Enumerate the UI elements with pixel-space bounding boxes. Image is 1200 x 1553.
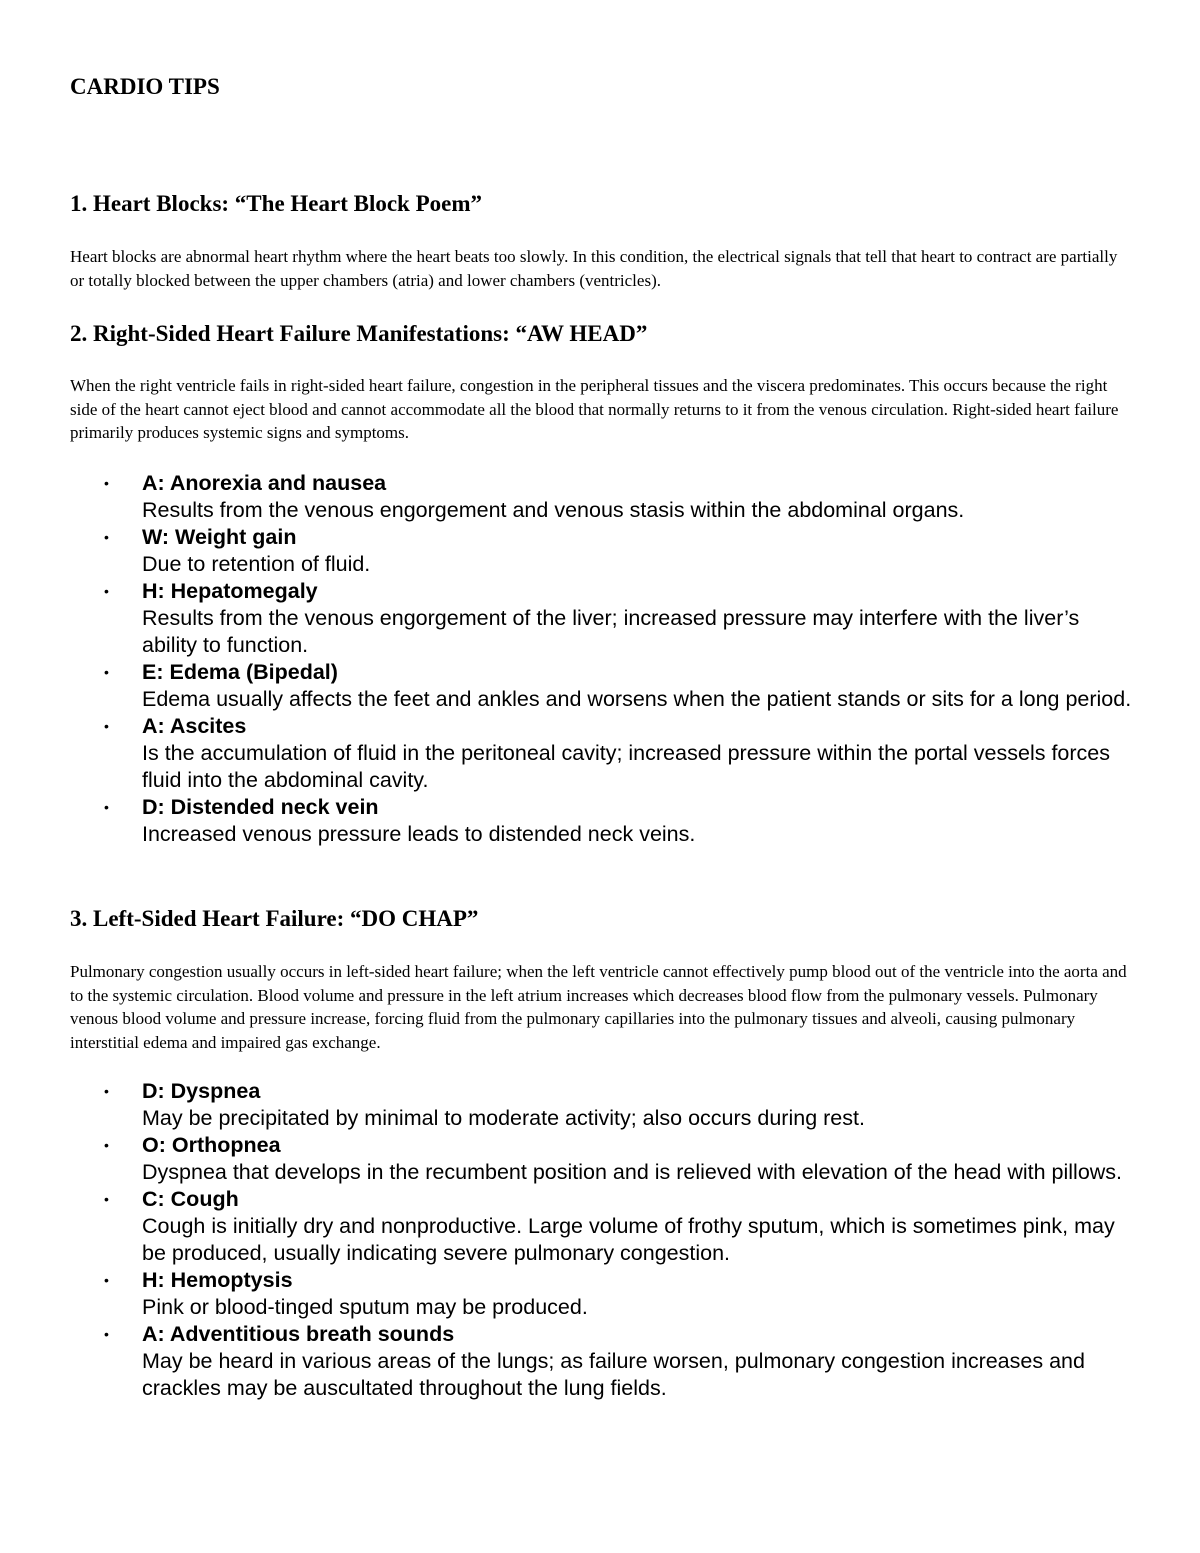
- list-item-term: D: Distended neck vein: [142, 795, 379, 819]
- page-title: CARDIO TIPS: [70, 74, 220, 99]
- list-item-description: Is the accumulation of fluid in the peritoneal cavity; increased pressure within the portal vessels forces fluid into the abdominal cavity.: [142, 741, 1110, 792]
- list-item: [100, 794, 1140, 848]
- bullet-icon: •: [104, 1326, 109, 1342]
- list-item: [100, 713, 1140, 794]
- section-heading-heart-blocks: 1. Heart Blocks: “The Heart Block Poem”: [70, 191, 483, 216]
- bullet-icon: •: [104, 664, 109, 680]
- list-item-term: W: Weight gain: [142, 525, 297, 549]
- list-item-term: H: Hemoptysis: [142, 1268, 293, 1292]
- do-chap-list: [100, 1078, 1140, 1402]
- list-item: [100, 659, 1140, 713]
- list-item: [100, 1321, 1140, 1402]
- list-item: [100, 1267, 1140, 1321]
- bullet-icon: •: [104, 1137, 109, 1153]
- list-item: [100, 1132, 1140, 1186]
- list-item-term: A: Anorexia and nausea: [142, 471, 387, 495]
- list-item-description: Pink or blood-tinged sputum may be produced.: [142, 1295, 588, 1319]
- list-item-description: May be precipitated by minimal to moderate activity; also occurs during rest.: [142, 1106, 865, 1130]
- list-item-description: Results from the venous engorgement of the liver; increased pressure may interfere with the liver’s ability to function.: [142, 606, 1080, 657]
- bullet-icon: •: [104, 1083, 109, 1099]
- bullet-icon: •: [104, 529, 109, 545]
- list-item-description: Cough is initially dry and nonproductive. Large volume of frothy sputum, which is sometimes pink, may be produced, usually indicating severe pulmonary congestion.: [142, 1214, 1115, 1265]
- list-item-term: C: Cough: [142, 1187, 239, 1211]
- list-item: [100, 470, 1140, 524]
- bullet-icon: •: [104, 718, 109, 734]
- bullet-icon: •: [104, 475, 109, 491]
- bullet-icon: •: [104, 1272, 109, 1288]
- list-item-description: Increased venous pressure leads to distended neck veins.: [142, 822, 696, 846]
- bullet-icon: •: [104, 1191, 109, 1207]
- section-heading-right-sided: 2. Right-Sided Heart Failure Manifestations: “AW HEAD”: [70, 321, 648, 346]
- aw-head-list: [100, 470, 1140, 848]
- list-item-term: E: Edema (Bipedal): [142, 660, 338, 684]
- section-heading-left-sided: 3. Left-Sided Heart Failure: “DO CHAP”: [70, 906, 479, 931]
- bullet-icon: •: [104, 583, 109, 599]
- list-item-term: O: Orthopnea: [142, 1133, 281, 1157]
- section-body-heart-blocks: Heart blocks are abnormal heart rhythm where the heart beats too slowly. In this condition, the electrical signals that tell that heart to contract are partially or totally blocked between the upper chambers (atria) and lower chambers (ventricles).: [70, 247, 1118, 290]
- list-item: [100, 524, 1140, 578]
- list-item-description: Edema usually affects the feet and ankles and worsens when the patient stands or sits for a long period.: [142, 687, 1132, 711]
- list-item: [100, 578, 1140, 659]
- list-item-term: H: Hepatomegaly: [142, 579, 318, 603]
- list-item: [100, 1186, 1140, 1267]
- list-item-term: A: Adventitious breath sounds: [142, 1322, 455, 1346]
- list-item-description: Results from the venous engorgement and venous stasis within the abdominal organs.: [142, 498, 965, 522]
- section-body-left-sided: Pulmonary congestion usually occurs in left-sided heart failure; when the left ventricle cannot effectively pump blood out of the ventricle into the aorta and to the systemic circulation. Blood volume and pressure in the left atrium increases which decreases blood flow from the pulmonary vessels. Pulmonary venous blood volume and pressure increase, forcing fluid from the pulmonary capillaries into the pulmonary tissues and alveoli, causing pulmonary interstitial edema and impaired gas exchange.: [70, 962, 1127, 1052]
- list-item: [100, 1078, 1140, 1132]
- list-item-description: Dyspnea that develops in the recumbent position and is relieved with elevation of the head with pillows.: [142, 1160, 1123, 1184]
- list-item-term: A: Ascites: [142, 714, 247, 738]
- list-item-description: Due to retention of fluid.: [142, 552, 371, 576]
- list-item-description: May be heard in various areas of the lungs; as failure worsen, pulmonary congestion increases and crackles may be auscultated throughout the lung fields.: [142, 1349, 1085, 1400]
- bullet-icon: •: [104, 799, 109, 815]
- section-body-right-sided: When the right ventricle fails in right-sided heart failure, congestion in the peripheral tissues and the viscera predominates. This occurs because the right side of the heart cannot eject blood and cannot accommodate all the blood that normally returns to it from the venous circulation. Right-sided heart failure primarily produces systemic signs and symptoms.: [70, 376, 1119, 442]
- list-item-term: D: Dyspnea: [142, 1079, 261, 1103]
